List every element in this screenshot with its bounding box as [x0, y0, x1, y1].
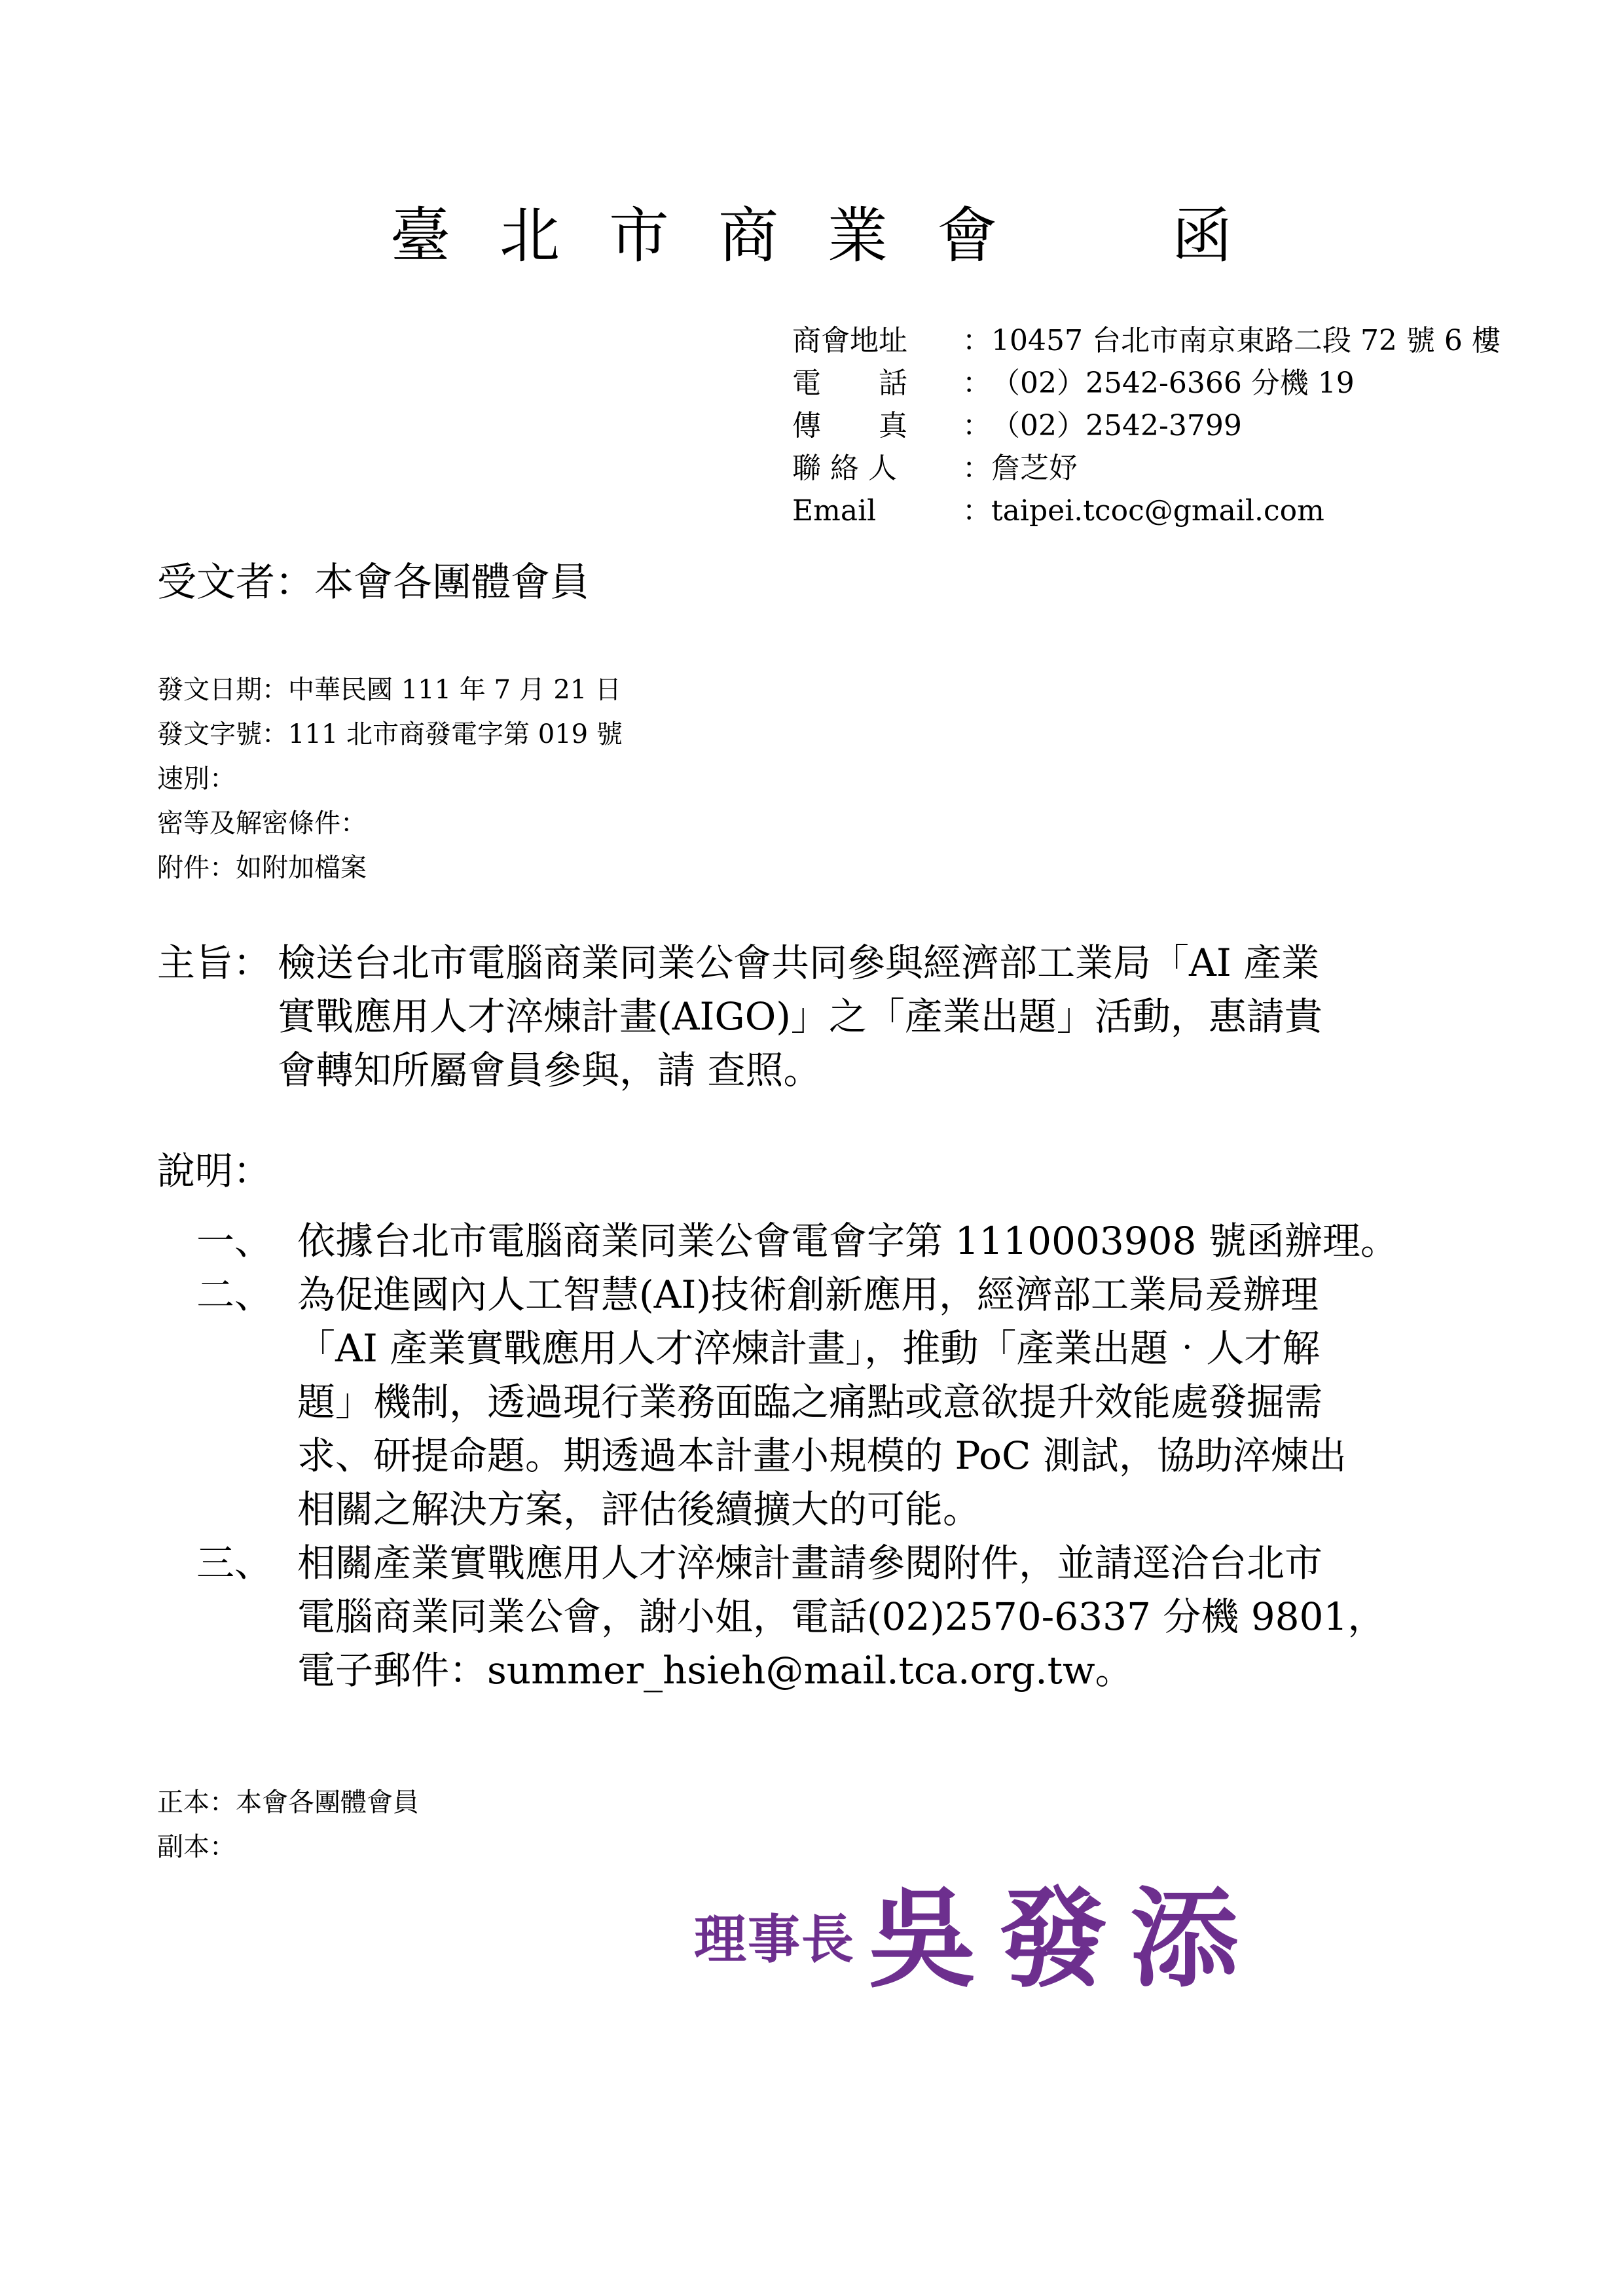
- page-title: 臺北市商業會: [390, 201, 1047, 271]
- signature-name: 吳發添: [868, 1875, 1261, 2002]
- speed-class: 速別：: [157, 764, 236, 794]
- item-line: 依據台北市電腦商業同業公會電會字第 1110003908 號函辦理。: [297, 1219, 1398, 1263]
- fax-label: 傳 真: [792, 409, 907, 442]
- subject-line: 會轉知所屬會員參與，請 查照。: [278, 1048, 822, 1092]
- item-line: 相關之解決方案，評估後續擴大的可能。: [297, 1487, 981, 1532]
- document-meta: [157, 668, 623, 890]
- subject-body: [278, 936, 1623, 1097]
- document-type: 函: [1172, 201, 1233, 271]
- contact-block: [792, 319, 1501, 532]
- address-label: 商會地址: [792, 324, 907, 357]
- item-line: 電子郵件：summer_hsieh@mail.tca.org.tw。: [297, 1648, 1133, 1693]
- item-line: 相關產業實戰應用人才淬煉計畫請參閱附件，並請逕洽台北市: [297, 1541, 1323, 1585]
- item-number: 三、: [196, 1541, 273, 1585]
- item-text: [297, 1536, 1385, 1697]
- explanation-label: 說明：: [157, 1149, 272, 1193]
- subject-label: 主旨：: [157, 941, 272, 985]
- item-text: [297, 1268, 1347, 1536]
- item-line: 題」機制，透過現行業務面臨之痛點或意欲提升效能處發掘需: [297, 1380, 1323, 1424]
- original-recipients: 正本：本會各團體會員: [157, 1787, 419, 1818]
- item-line: 電腦商業同業公會，謝小姐，電話(02)2570-6337 分機 9801，: [297, 1594, 1386, 1639]
- phone-label: 電 話: [792, 367, 907, 400]
- item-line: 求、研提命題。期透過本計畫小規模的 PoC 測試，協助淬煉出: [297, 1433, 1347, 1478]
- separator: ：: [962, 494, 991, 528]
- signature-title: 理事長: [694, 1908, 855, 1970]
- phone-value: （02）2542-6366 分機 19: [991, 367, 1355, 400]
- separator: ：: [962, 367, 991, 400]
- email-row: [792, 490, 1501, 532]
- separator: ：: [962, 409, 991, 442]
- subject-line: 檢送台北市電腦商業同業公會共同參與經濟部工業局「AI 產業: [278, 941, 1320, 985]
- issue-date: 發文日期：中華民國 111 年 7 月 21 日: [157, 675, 621, 705]
- distribution: [157, 1780, 419, 1869]
- separator: ：: [962, 324, 991, 357]
- address-row: [792, 319, 1501, 362]
- contact-person-row: [792, 447, 1501, 490]
- item-line: 為促進國內人工智慧(AI)技術創新應用，經濟部工業局爰辦理: [297, 1272, 1319, 1317]
- item-line: 「AI 產業實戰應用人才淬煉計畫」，推動「產業出題‧人才解: [297, 1326, 1321, 1371]
- address-value: 10457 台北市南京東路二段 72 號 6 樓: [991, 324, 1501, 357]
- copy-recipients: 副本：: [157, 1832, 236, 1862]
- separator: ：: [962, 452, 991, 485]
- email-label: Email: [792, 494, 877, 528]
- contact-person-value: 詹芝妤: [991, 452, 1078, 485]
- issue-number: 發文字號：111 北市商發電字第 019 號: [157, 719, 623, 749]
- subject-line: 實戰應用人才淬煉計畫(AIGO)」之「產業出題」活動，惠請貴: [278, 994, 1322, 1039]
- recipient: 受文者：本會各團體會員: [157, 560, 589, 605]
- chairman-signature: [694, 1875, 1261, 2002]
- email-value: taipei.tcoc@gmail.com: [991, 494, 1324, 528]
- fax-value: （02）2542-3799: [991, 409, 1242, 442]
- secrecy-class: 密等及解密條件：: [157, 808, 367, 838]
- attachment-note: 附件：如附加檔案: [157, 853, 367, 883]
- fax-row: [792, 404, 1501, 447]
- phone-row: [792, 362, 1501, 404]
- contact-person-label: 聯 絡 人: [792, 452, 897, 485]
- item-text: [297, 1214, 1398, 1268]
- item-number: 二、: [196, 1272, 273, 1317]
- item-number: 一、: [196, 1219, 273, 1263]
